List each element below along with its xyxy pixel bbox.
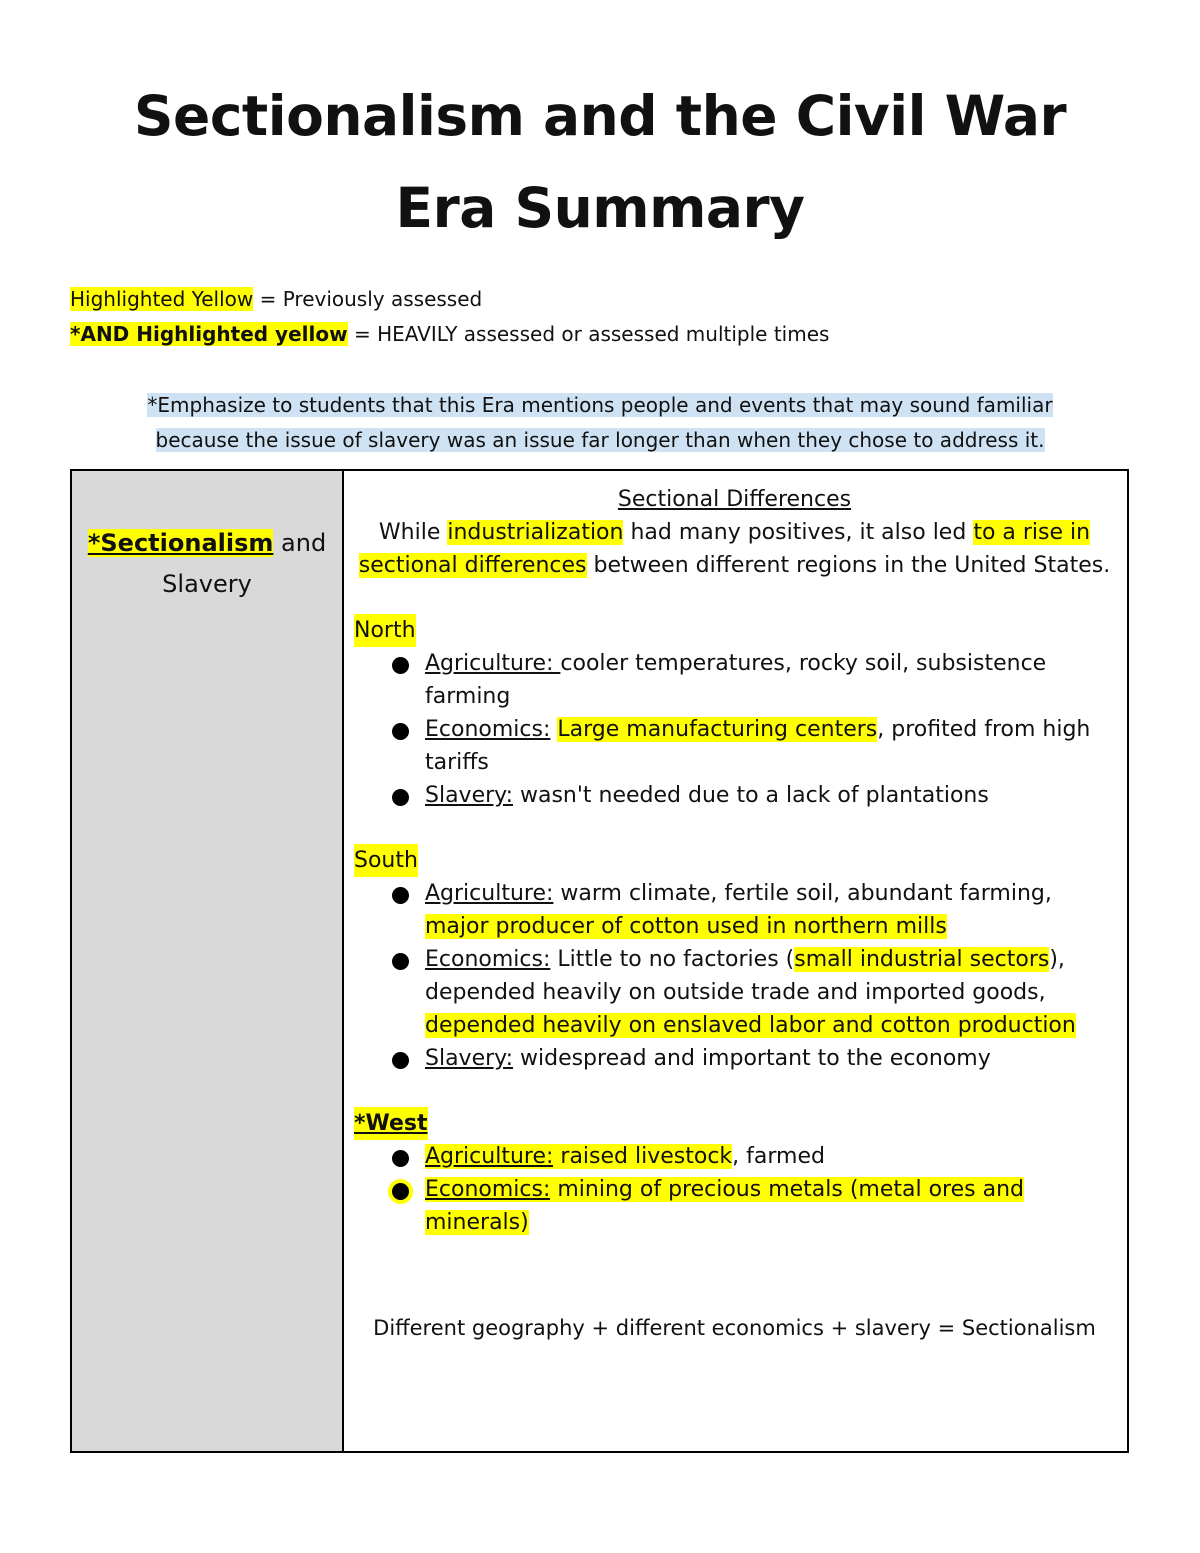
list-item (354, 713, 1115, 779)
region-label-north: North (354, 614, 416, 647)
topic-rest: and (273, 529, 327, 557)
list-item (354, 647, 1115, 713)
legend-text: = HEAVILY assessed or assessed multiple times (347, 322, 830, 346)
region-west (354, 1107, 1115, 1239)
item-label: Agriculture: (425, 1144, 554, 1169)
legend-line-1 (70, 282, 829, 317)
summary-formula: Different geography + different economics + slavery = Sectionalism (373, 1316, 1096, 1340)
item-label: Economics: (425, 947, 551, 972)
legend-heavily-assessed: *AND Highlighted yellow (70, 322, 348, 346)
intro-highlight: industrialization (447, 520, 624, 545)
teacher-note (100, 388, 1100, 458)
intro-text: between different regions in the United States. (586, 553, 1111, 578)
item-highlight: small industrial sectors (794, 947, 1050, 972)
item-text: , profited from high tariffs (425, 717, 1091, 775)
item-text: ), depended heavily on outside trade and imported goods, (425, 947, 1065, 1005)
item-label: Agriculture: (425, 651, 561, 676)
legend-text: = Previously assessed (253, 287, 483, 311)
item-label: Agriculture: (425, 881, 554, 906)
title-line-2: Era Summary (395, 176, 805, 240)
bullet-icon (392, 1150, 409, 1167)
item-highlight: major producer of cotton used in northern mills (425, 914, 947, 939)
list-item (354, 943, 1115, 1042)
topic-line-2: Slavery (162, 570, 252, 598)
page-title (0, 70, 1200, 254)
summary-table (70, 469, 1129, 1453)
item-highlight: mining of precious metals (metal ores and minerals) (425, 1177, 1024, 1235)
topic-term: *Sectionalism (87, 529, 274, 557)
bullet-icon (392, 1183, 409, 1200)
item-text: widespread and important to the economy (513, 1046, 991, 1071)
item-highlight: Large manufacturing centers (557, 717, 878, 742)
list-item (354, 1042, 1115, 1075)
bullet-icon (392, 1052, 409, 1069)
legend-line-2 (70, 317, 829, 352)
region-south (354, 844, 1115, 1075)
item-text: cooler temperatures, rocky soil, subsistence farming (425, 651, 1047, 709)
topic-cell (72, 471, 344, 1451)
intro-highlight: to a rise in (973, 520, 1091, 545)
intro-highlight: sectional differences (358, 553, 587, 578)
item-label: Slavery: (425, 1046, 513, 1071)
intro-paragraph (354, 516, 1115, 582)
note-line-2: because the issue of slavery was an issue far longer than when they chose to address it. (155, 428, 1045, 452)
item-highlight: depended heavily on enslaved labor and cotton production (425, 1013, 1076, 1038)
intro-text: While (378, 520, 448, 545)
region-north (354, 614, 1115, 812)
item-highlight: raised livestock (553, 1144, 733, 1169)
item-text: warm climate, fertile soil, abundant farming, (553, 881, 1052, 906)
bullet-icon (392, 657, 409, 674)
west-list (354, 1140, 1115, 1239)
item-label: Economics: (425, 717, 551, 742)
region-label-south: South (354, 844, 418, 877)
intro-text: had many positives, it also led (623, 520, 974, 545)
title-line-1: Sectionalism and the Civil War (133, 84, 1067, 148)
list-item (354, 1140, 1115, 1173)
section-title: Sectional Differences (617, 487, 852, 512)
item-label: Slavery: (425, 783, 513, 808)
bullet-icon (392, 723, 409, 740)
region-label-west: *West (354, 1107, 428, 1140)
legend (70, 282, 829, 352)
north-list (354, 647, 1115, 812)
item-text: wasn't needed due to a lack of plantations (513, 783, 989, 808)
item-text: Little to no factories ( (550, 947, 795, 972)
list-item (354, 877, 1115, 943)
legend-highlight-yellow: Highlighted Yellow (70, 287, 254, 311)
item-text: , farmed (732, 1144, 825, 1169)
bullet-icon (392, 887, 409, 904)
list-item (354, 1173, 1115, 1239)
note-line-1: *Emphasize to students that this Era mentions people and events that may sound familiar (147, 393, 1053, 417)
south-list (354, 877, 1115, 1075)
list-item (354, 779, 1115, 812)
item-label: Economics: (425, 1177, 551, 1202)
content-cell (344, 471, 1127, 1451)
bullet-icon (392, 953, 409, 970)
bullet-icon (392, 789, 409, 806)
